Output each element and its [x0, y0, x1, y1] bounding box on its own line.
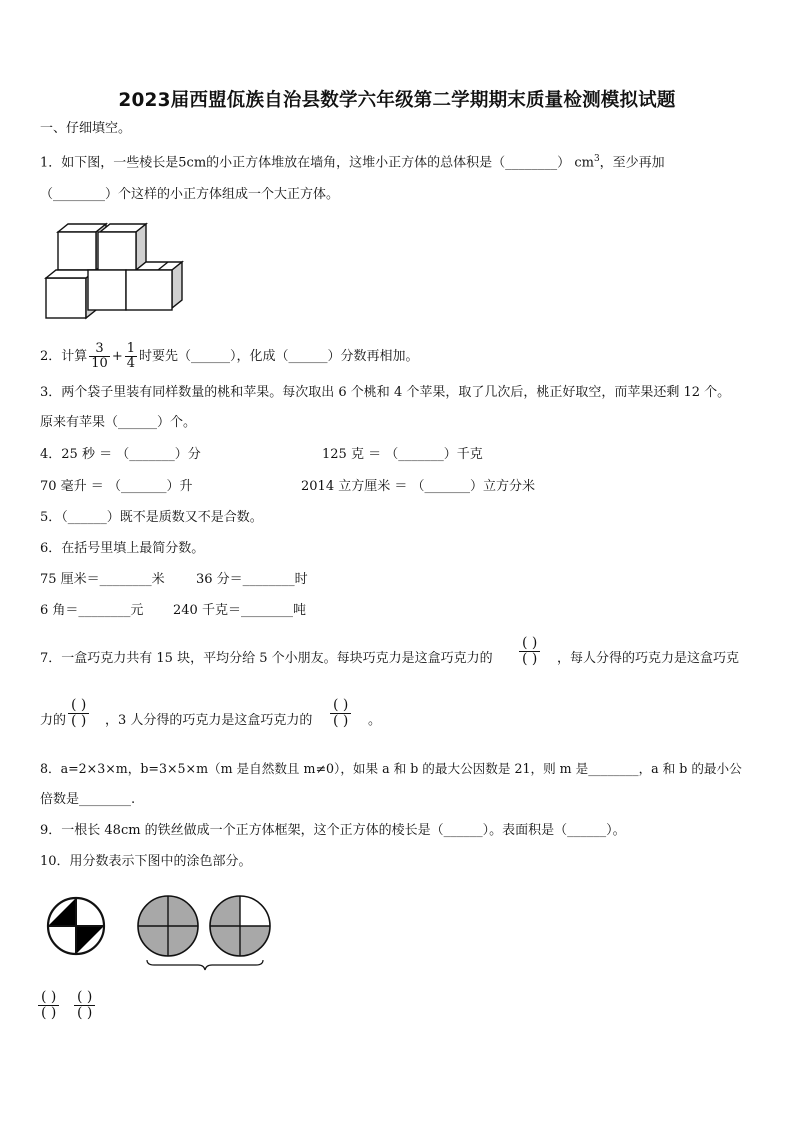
question-2: [40, 339, 419, 375]
question-3-line-2: 原来有苹果（______）个。: [40, 415, 197, 430]
question-7-text-a: 7．一盒巧克力共有 15 块，平均分给 5 个小朋友。每块巧克力是这盒巧克力的: [40, 651, 493, 666]
fraction-3-10: [89, 342, 110, 370]
blank-numerator: ( ): [333, 697, 349, 713]
question-6-stem: 6．在括号里填上最简分数。: [40, 541, 205, 556]
blank-denominator: ( ): [330, 713, 351, 729]
question-5: 5．（______）既不是质数又不是合数。: [40, 510, 263, 525]
fraction-numerator: 3: [95, 341, 104, 357]
q2-text-b: 时要先（______），化成（______）分数再相加。: [139, 349, 419, 364]
fraction-1-4: [125, 342, 137, 370]
fraction-numerator: 1: [126, 341, 136, 357]
question-9: 9．一根长 48cm 的铁丝做成一个正方体框架，这个正方体的棱长是（______）。表面积是（______）。: [40, 823, 626, 838]
fraction-blank: [519, 636, 540, 668]
question-7-text-c: 力的: [40, 713, 67, 728]
fraction-blank: [330, 698, 351, 730]
question-4-d: 2014 立方厘米 ＝ （_______）立方分米: [301, 479, 535, 494]
blank-numerator: ( ): [77, 989, 93, 1005]
question-4-b: 125 克 ＝ （_______）千克: [322, 447, 483, 462]
q1-text-a: 1．如下图，一些棱长是: [40, 155, 179, 171]
page-title: 2023届西盟佤族自治县数学六年级第二学期期末质量检测模拟试题: [118, 90, 676, 111]
q1-unit-edge: 5cm: [178, 155, 207, 171]
section-heading: 一、仔细填空。: [40, 121, 132, 136]
q1-unit-volume: cm: [574, 155, 594, 171]
fraction-blank: [68, 698, 89, 730]
question-4-c: 70 毫升 ＝ （_______）升: [40, 479, 193, 494]
question-6-a: 75 厘米＝________米: [40, 572, 165, 587]
fraction-denominator: 4: [126, 356, 136, 371]
blank-denominator: ( ): [38, 1005, 59, 1021]
question-4-a: 4．25 秒 ＝ （_______）分: [40, 447, 201, 462]
q1-unit-exponent: 3: [593, 154, 600, 164]
question-7-text-b: ，每人分得的巧克力是这盒巧克: [557, 651, 740, 666]
question-6-c: 6 角＝________元: [40, 603, 144, 618]
blank-denominator: ( ): [68, 713, 89, 729]
question-10-stem: 10．用分数表示下图中的涂色部分。: [40, 854, 252, 869]
answer-fraction-1: [38, 990, 59, 1022]
plus-sign: +: [111, 349, 123, 364]
fraction-denominator: 10: [91, 356, 108, 371]
question-1-line-2: （________）个这样的小正方体组成一个大正方体。: [40, 187, 340, 202]
blank-denominator: ( ): [519, 651, 540, 667]
question-8-line-1: 8．a=2×3×m，b=3×5×m（m 是自然数且 m≠0），如果 a 和 b 的最大公因数是 21，则 m 是________，a 和 b 的最小公: [40, 761, 742, 776]
quartered-circle-black-shaded: [46, 896, 106, 956]
question-6-d: 240 千克＝________吨: [173, 603, 306, 618]
gray-circle-left: [136, 894, 200, 958]
question-7-text-e: 。: [368, 713, 382, 728]
answer-fraction-2: [74, 990, 95, 1022]
q2-text-a: 2．计算: [40, 349, 88, 364]
blank-numerator: ( ): [522, 635, 538, 651]
q1-text-c: ，至少再加: [599, 155, 665, 171]
blank-numerator: ( ): [41, 989, 57, 1005]
stacked-cubes-figure: [40, 218, 190, 328]
question-1-line-1: [40, 150, 665, 172]
blank-numerator: ( ): [71, 697, 87, 713]
grouping-brace: [146, 958, 264, 972]
q1-text-b: 的小正方体堆放在墙角，这堆小正方体的总体积是（________）: [206, 155, 571, 171]
question-6-b: 36 分＝________时: [196, 572, 308, 587]
question-7-text-d: ，3 人分得的巧克力是这盒巧克力的: [105, 713, 313, 728]
question-3-line-1: 3．两个袋子里装有同样数量的桃和苹果。每次取出 6 个桃和 4 个苹果，取了几次后，桃正好取空，而苹果还剩 12 个。: [40, 385, 731, 400]
blank-denominator: ( ): [74, 1005, 95, 1021]
gray-circle-right: [208, 894, 272, 958]
question-8-line-2: 倍数是________.: [40, 792, 136, 807]
